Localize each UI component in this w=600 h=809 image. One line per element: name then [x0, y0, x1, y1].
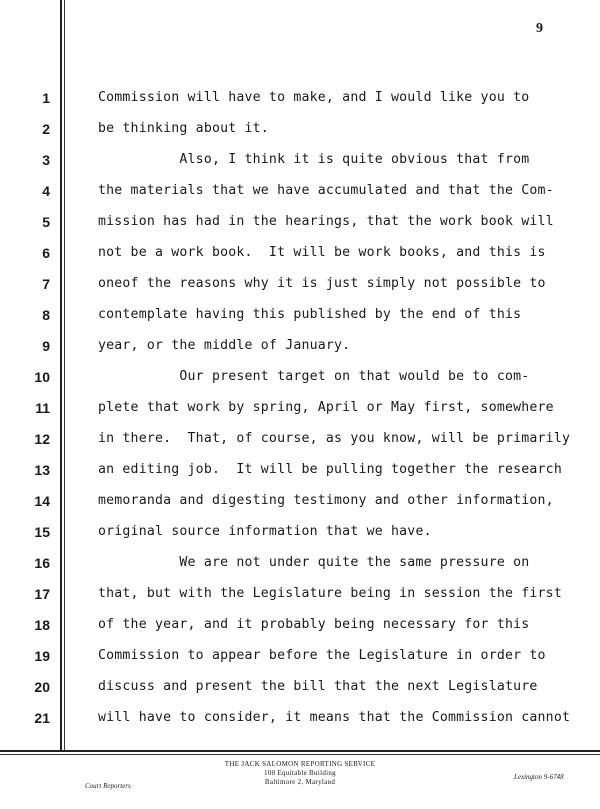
line-number: 12 [34, 431, 50, 447]
line-text: oneof the reasons why it is just simply not possible to [98, 276, 546, 291]
line-text: memoranda and digesting testimony and other information, [98, 493, 554, 508]
line-number: 10 [34, 369, 50, 385]
line-text: original source information that we have. [98, 524, 432, 539]
line-number: 2 [42, 121, 50, 137]
line-number: 13 [34, 462, 50, 478]
footer-address: 100 Equitable Building [264, 769, 336, 777]
line-text: Commission will have to make, and I would like you to [98, 90, 530, 105]
margin-rule-right [64, 0, 65, 752]
line-text: Also, I think it is quite obvious that from [98, 152, 530, 167]
footer-company: THE JACK SALOMON REPORTING SERVICE [224, 760, 376, 768]
line-text: of the year, and it probably being necessary for this [98, 617, 530, 632]
line-text: discuss and present the bill that the next Legislature [98, 679, 538, 694]
line-text: an editing job. It will be pulling together the research [98, 462, 562, 477]
line-number: 17 [34, 586, 50, 602]
line-text: Our present target on that would be to com- [98, 369, 530, 384]
line-text: contemplate having this published by the end of this [98, 307, 522, 322]
line-text: mission has had in the hearings, that the work book will [98, 214, 554, 229]
line-number: 21 [34, 710, 50, 726]
line-text: Commission to appear before the Legislature in order to [98, 648, 546, 663]
line-text: not be a work book. It will be work books, and this is [98, 245, 546, 260]
line-number: 7 [42, 276, 50, 292]
line-text: the materials that we have accumulated and that the Com- [98, 183, 554, 198]
margin-rule-left [60, 0, 62, 752]
line-text: in there. That, of course, as you know, will be primarily [98, 431, 571, 446]
line-number: 1 [42, 90, 50, 106]
line-number: 8 [42, 307, 50, 323]
line-number: 14 [34, 493, 50, 509]
line-text: plete that work by spring, April or May first, somewhere [98, 400, 554, 415]
page-number: 9 [536, 21, 543, 36]
line-number: 19 [34, 648, 50, 664]
footer-rule-top [0, 750, 600, 752]
line-number: 4 [42, 183, 50, 199]
line-text: be thinking about it. [98, 121, 269, 136]
footer-rule-bottom [0, 754, 600, 755]
line-number: 9 [42, 338, 50, 354]
line-number: 15 [34, 524, 50, 540]
line-number: 16 [34, 555, 50, 571]
line-text: will have to consider, it means that the Commission cannot [98, 710, 571, 725]
line-number: 20 [34, 679, 50, 695]
line-number: 6 [42, 245, 50, 261]
footer-left: Court Reporters [85, 782, 131, 790]
line-text: that, but with the Legislature being in session the first [98, 586, 562, 601]
line-number: 11 [35, 400, 50, 416]
footer-city: Baltimore 2, Maryland [264, 778, 336, 786]
footer-right: Lexington 9-6748 [514, 773, 564, 781]
line-text: year, or the middle of January. [98, 338, 351, 353]
line-number: 5 [42, 214, 50, 230]
line-number: 3 [42, 152, 50, 168]
line-number: 18 [34, 617, 50, 633]
footer-center [0, 760, 600, 787]
line-text: We are not under quite the same pressure on [98, 555, 530, 570]
